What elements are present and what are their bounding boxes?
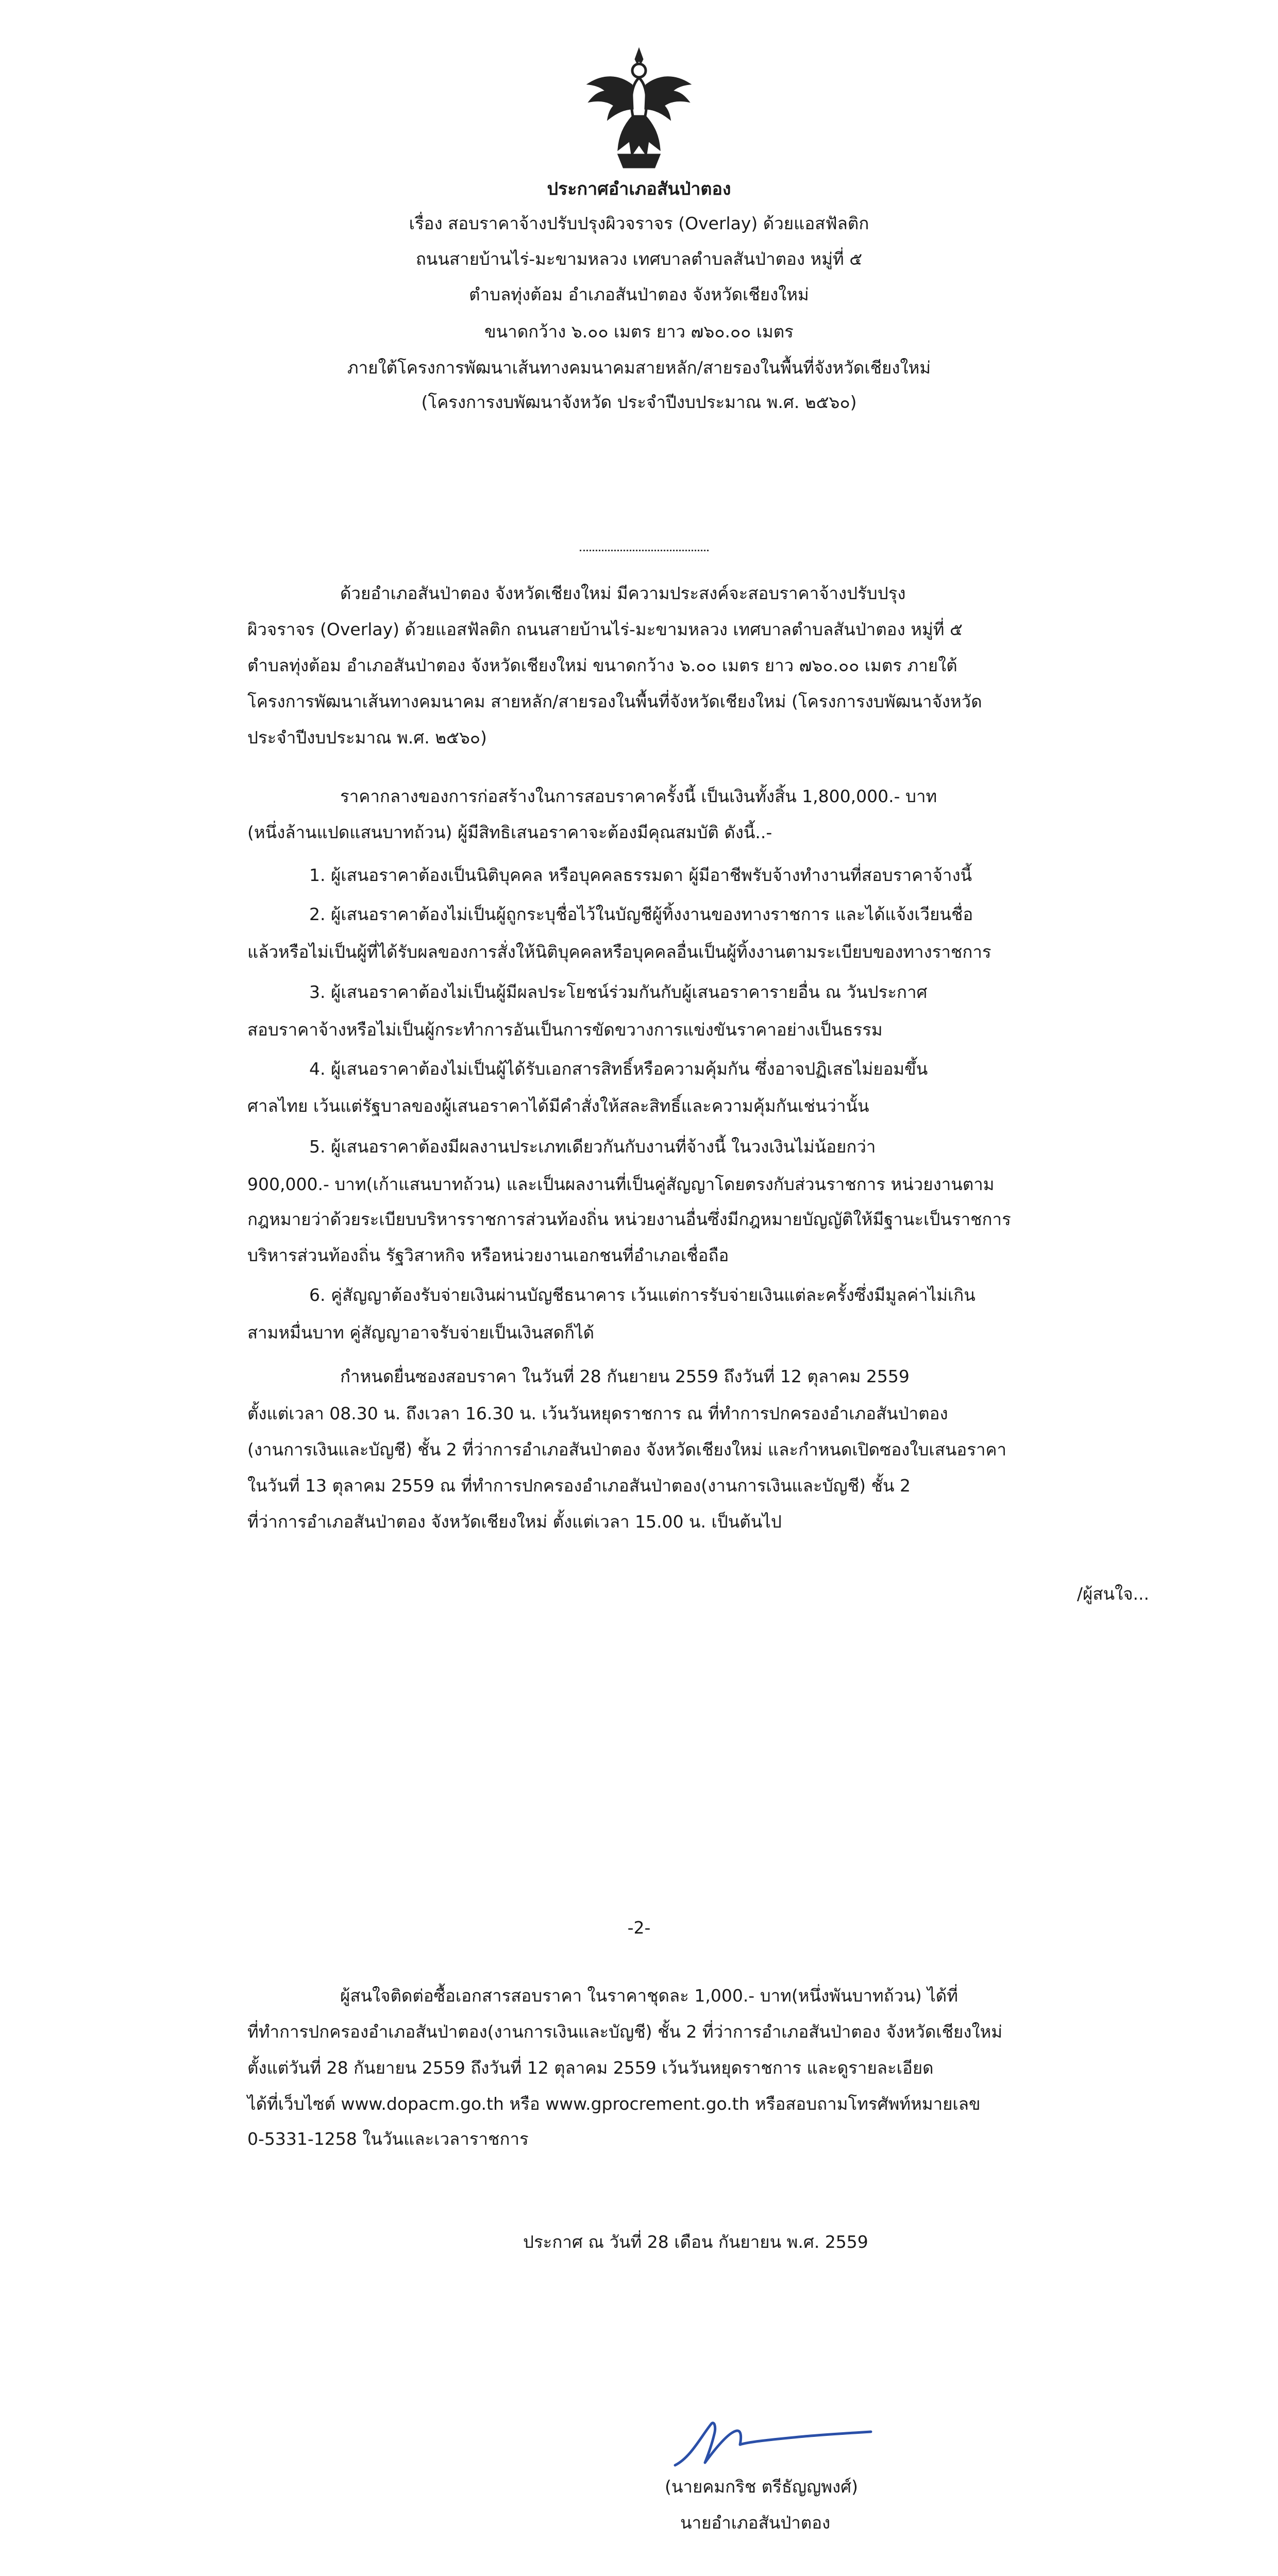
qualification-item-3: 3. ผู้เสนอราคาต้องไม่เป็นผู้มีผลประโยชน์ร่วมกันกับผู้เสนอราคารายอื่น ณ วันประกาศ [309, 982, 928, 1002]
qualification-item-6-cont: สามหมื่นบาท คู่สัญญาอาจรับจ่ายเป็นเงินสดก็ได้ [247, 1323, 595, 1343]
intro-line: ด้วยอำเภอสันป่าตอง จังหวัดเชียงใหม่ มีความประสงค์จะสอบราคาจ้างปรับปรุง [340, 583, 906, 603]
schedule-line: (งานการเงินและบัญชี) ชั้น 2 ที่ว่าการอำเภอสันป่าตอง จังหวัดเชียงใหม่ และกำหนดเปิดซองใบเสนอราคา [247, 1439, 1007, 1460]
signer-title: นายอำเภอสันป่าตอง [680, 2513, 831, 2533]
qualification-item-5-cont: กฎหมายว่าด้วยระเบียบบริหารราชการส่วนท้องถิ่น หน่วยงานอื่นซึ่งมีกฎหมายบัญญัติให้มีฐานะเป็นราชการ [247, 1209, 1011, 1229]
signature-icon [665, 2416, 881, 2473]
announcement-title: ประกาศอำเภอสันป่าตอง [547, 179, 731, 199]
contact-line: ที่ทำการปกครองอำเภอสันป่าตอง(งานการเงินและบัญชี) ชั้น 2 ที่ว่าการอำเภอสันป่าตอง จังหวัดเชียงใหม่ [247, 2022, 1003, 2042]
intro-line: ตำบลทุ่งต้อม อำเภอสันป่าตอง จังหวัดเชียงใหม่ ขนาดกว้าง ๖.๐๐ เมตร ยาว ๗๖๐.๐๐ เมตร ภายใต้ [247, 655, 957, 675]
qualification-item-4: 4. ผู้เสนอราคาต้องไม่เป็นผู้ได้รับเอกสารสิทธิ์หรือความคุ้มกัน ซึ่งอาจปฏิเสธไม่ยอมขึ้น [309, 1059, 928, 1079]
schedule-line: ในวันที่ 13 ตุลาคม 2559 ณ ที่ทำการปกครองอำเภอสันป่าตอง(งานการเงินและบัญชี) ชั้น 2 [247, 1476, 911, 1496]
subject-line: ถนนสายบ้านไร่-มะขามหลวง เทศบาลตำบลสันป่าตอง หมู่ที่ ๕ [415, 249, 863, 269]
price-line: (หนึ่งล้านแปดแสนบาทถ้วน) ผู้มีสิทธิเสนอราคาจะต้องมีคุณสมบัติ ดังนี้..- [247, 822, 772, 842]
qualification-item-5-cont: 900,000.- บาท(เก้าแสนบาทถ้วน) และเป็นผลงานที่เป็นคู่สัญญาโดยตรงกับส่วนราชการ หน่วยงานตาม [247, 1174, 995, 1194]
qualification-item-3-cont: สอบราคาจ้างหรือไม่เป็นผู้กระทำการอันเป็นการขัดขวางการแข่งขันราคาอย่างเป็นธรรม [247, 1020, 883, 1040]
qualification-item-1: 1. ผู้เสนอราคาต้องเป็นนิติบุคคล หรือบุคคลธรรมดา ผู้มีอาชีพรับจ้างทำงานที่สอบราคาจ้างนี้ [309, 865, 972, 885]
subject-line: (โครงการงบพัฒนาจังหวัด ประจำปีงบประมาณ พ.ศ. ๒๕๖๐) [421, 392, 857, 412]
schedule-line: ตั้งแต่เวลา 08.30 น. ถึงเวลา 16.30 น. เว้นวันหยุดราชการ ณ ที่ทำการปกครองอำเภอสันป่าตอง [247, 1403, 948, 1423]
page-number: -2- [627, 1918, 651, 1938]
qualification-item-4-cont: ศาลไทย เว้นแต่รัฐบาลของผู้เสนอราคาได้มีคำสั่งให้สละสิทธิ์และความคุ้มกันเช่นว่านั้น [247, 1096, 869, 1116]
contact-line: ได้ที่เว็บไซต์ www.dopacm.go.th หรือ www.gprocrement.go.th หรือสอบถามโทรศัพท์หมายเลข [247, 2094, 981, 2114]
garuda-emblem-icon [582, 44, 696, 173]
announcement-date: ประกาศ ณ วันที่ 28 เดือน กันยายน พ.ศ. 2559 [523, 2232, 868, 2252]
signer-name: (นายคมกริช ตรีธัญญพงศ์) [665, 2477, 858, 2497]
qualification-item-2-cont: แล้วหรือไม่เป็นผู้ที่ได้รับผลของการสั่งให้นิติบุคคลหรือบุคคลอื่นเป็นผู้ทิ้งงานตามระเบียบของทางราชการ [247, 942, 991, 962]
dotted-divider [580, 550, 709, 551]
schedule-line: กำหนดยื่นซองสอบราคา ในวันที่ 28 กันยายน 2559 ถึงวันที่ 12 ตุลาคม 2559 [340, 1366, 910, 1386]
contact-line: 0-5331-1258 ในวันและเวลาราชการ [247, 2129, 529, 2149]
subject-line: ภายใต้โครงการพัฒนาเส้นทางคมนาคมสายหลัก/สายรองในพื้นที่จังหวัดเชียงใหม่ [347, 358, 931, 378]
subject-line: เรื่อง สอบราคาจ้างปรับปรุงผิวจราจร (Overlay) ด้วยแอสฟัลติก [409, 213, 869, 233]
subject-line: ตำบลทุ่งต้อม อำเภอสันป่าตอง จังหวัดเชียงใหม่ [469, 284, 809, 304]
intro-line: โครงการพัฒนาเส้นทางคมนาคม สายหลัก/สายรองในพื้นที่จังหวัดเชียงใหม่ (โครงการงบพัฒนาจังหวัด [247, 691, 982, 711]
qualification-item-6: 6. คู่สัญญาต้องรับจ่ายเงินผ่านบัญชีธนาคาร เว้นแต่การรับจ่ายเงินแต่ละครั้งซึ่งมีมูลค่าไม่เกิน [309, 1285, 976, 1305]
intro-line: ผิวจราจร (Overlay) ด้วยแอสฟัลติก ถนนสายบ้านไร่-มะขามหลวง เทศบาลตำบลสันป่าตอง หมู่ที่ ๕ [247, 619, 963, 639]
qualification-item-2: 2. ผู้เสนอราคาต้องไม่เป็นผู้ถูกระบุชื่อไว้ในบัญชีผู้ทิ้งงานของทางราชการ และได้แจ้งเวียนชื่อ [309, 904, 973, 924]
subject-line: ขนาดกว้าง ๖.๐๐ เมตร ยาว ๗๖๐.๐๐ เมตร [484, 321, 794, 342]
price-line: ราคากลางของการก่อสร้างในการสอบราคาครั้งนี้ เป็นเงินทั้งสิ้น 1,800,000.- บาท [340, 786, 937, 806]
contact-line: ผู้สนใจติดต่อซื้อเอกสารสอบราคา ในราคาชุดละ 1,000.- บาท(หนึ่งพันบาทถ้วน) ได้ที่ [340, 1986, 958, 2006]
contact-line: ตั้งแต่วันที่ 28 กันยายน 2559 ถึงวันที่ 12 ตุลาคม 2559 เว้นวันหยุดราชการ และดูรายละเอียด [247, 2058, 934, 2078]
schedule-line: ที่ว่าการอำเภอสันป่าตอง จังหวัดเชียงใหม่ ตั้งแต่เวลา 15.00 น. เป็นต้นไป [247, 1512, 782, 1532]
qualification-item-5: 5. ผู้เสนอราคาต้องมีผลงานประเภทเดียวกันกับงานที่จ้างนี้ ในวงเงินไม่น้อยกว่า [309, 1137, 876, 1157]
continued-marker: /ผู้สนใจ... [1077, 1584, 1149, 1604]
intro-line: ประจำปีงบประมาณ พ.ศ. ๒๕๖๐) [247, 727, 487, 748]
qualification-item-5-cont: บริหารส่วนท้องถิ่น รัฐวิสาหกิจ หรือหน่วยงานเอกชนที่อำเภอเชื่อถือ [247, 1245, 729, 1265]
